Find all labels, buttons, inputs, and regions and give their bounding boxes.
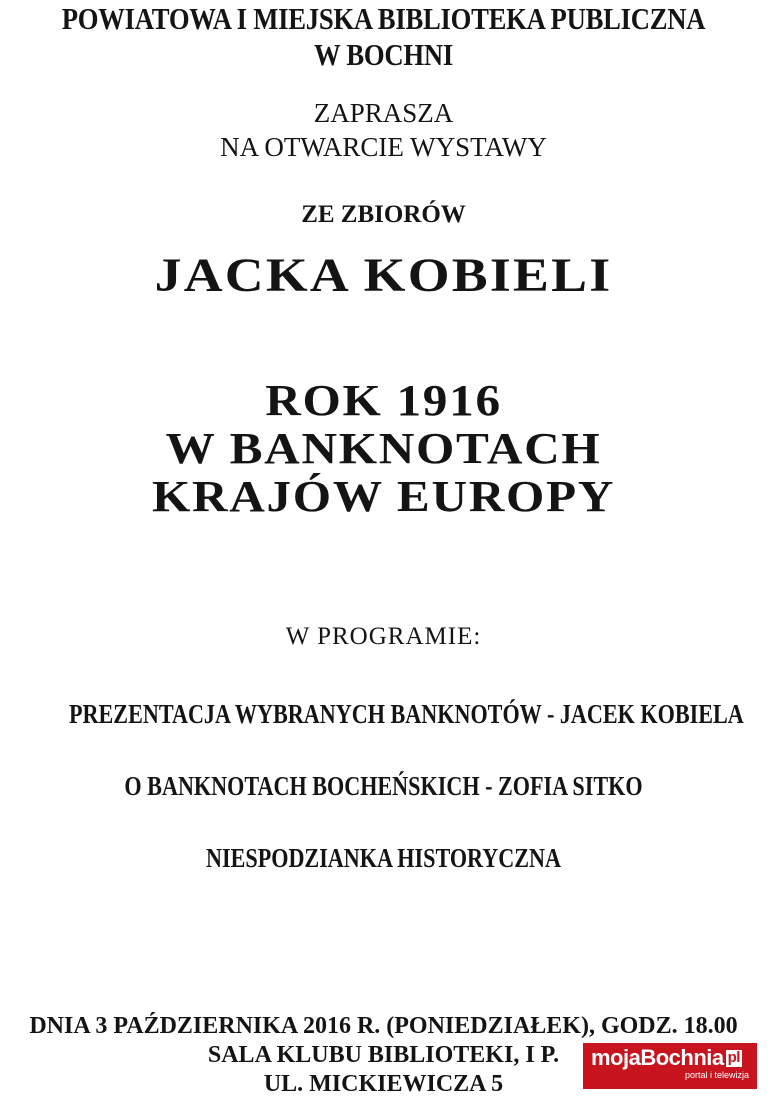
logo-tagline: portal i telewizja xyxy=(684,1070,749,1080)
exhibition-title-line2: W BANKNOTACH xyxy=(165,424,602,473)
exhibition-title-line3: KRAJÓW EUROPY xyxy=(151,472,616,521)
organizer-name-line1: POWIATOWA I MIEJSKA BIBLIOTEKA PUBLICZNA xyxy=(61,1,706,36)
program-heading: W PROGRAMIE: xyxy=(285,623,482,650)
collector-name: JACKA KOBIELI xyxy=(154,249,613,302)
logo-wordmark xyxy=(591,1047,751,1069)
event-address: UL. MICKIEWICZA 5 xyxy=(263,1071,504,1097)
program-item-bochnia-banknotes: O BANKNOTACH BOCHEŃSKICH - ZOFIA SITKO xyxy=(124,771,643,801)
program-item-presentation: PREZENTACJA WYBRANYCH BANKNOTÓW - JACEK KOBIELA xyxy=(69,699,744,729)
exhibition-title-line1: ROK 1916 xyxy=(265,376,502,425)
mojabochnia-logo xyxy=(583,1043,757,1089)
logo-pl-badge: pl xyxy=(727,1049,740,1066)
invite-line1: ZAPRASZA xyxy=(313,98,454,128)
program-item-historical-surprise: NIESPODZIANKA HISTORYCZNA xyxy=(206,843,561,873)
from-collection-label: ZE ZBIORÓW xyxy=(301,201,466,228)
event-venue: SALA KLUBU BIBLIOTEKI, I P. xyxy=(207,1042,560,1068)
logo-main-text: mojaBochnia xyxy=(591,1045,724,1070)
invite-line2: NA OTWARCIE WYSTAWY xyxy=(220,132,547,162)
event-date-time: DNIA 3 PAŹDZIERNIKA 2016 R. (PONIEDZIAŁEK), GODZ. 18.00 xyxy=(29,1013,738,1039)
organizer-name-line2: W BOCHNI xyxy=(314,37,453,72)
